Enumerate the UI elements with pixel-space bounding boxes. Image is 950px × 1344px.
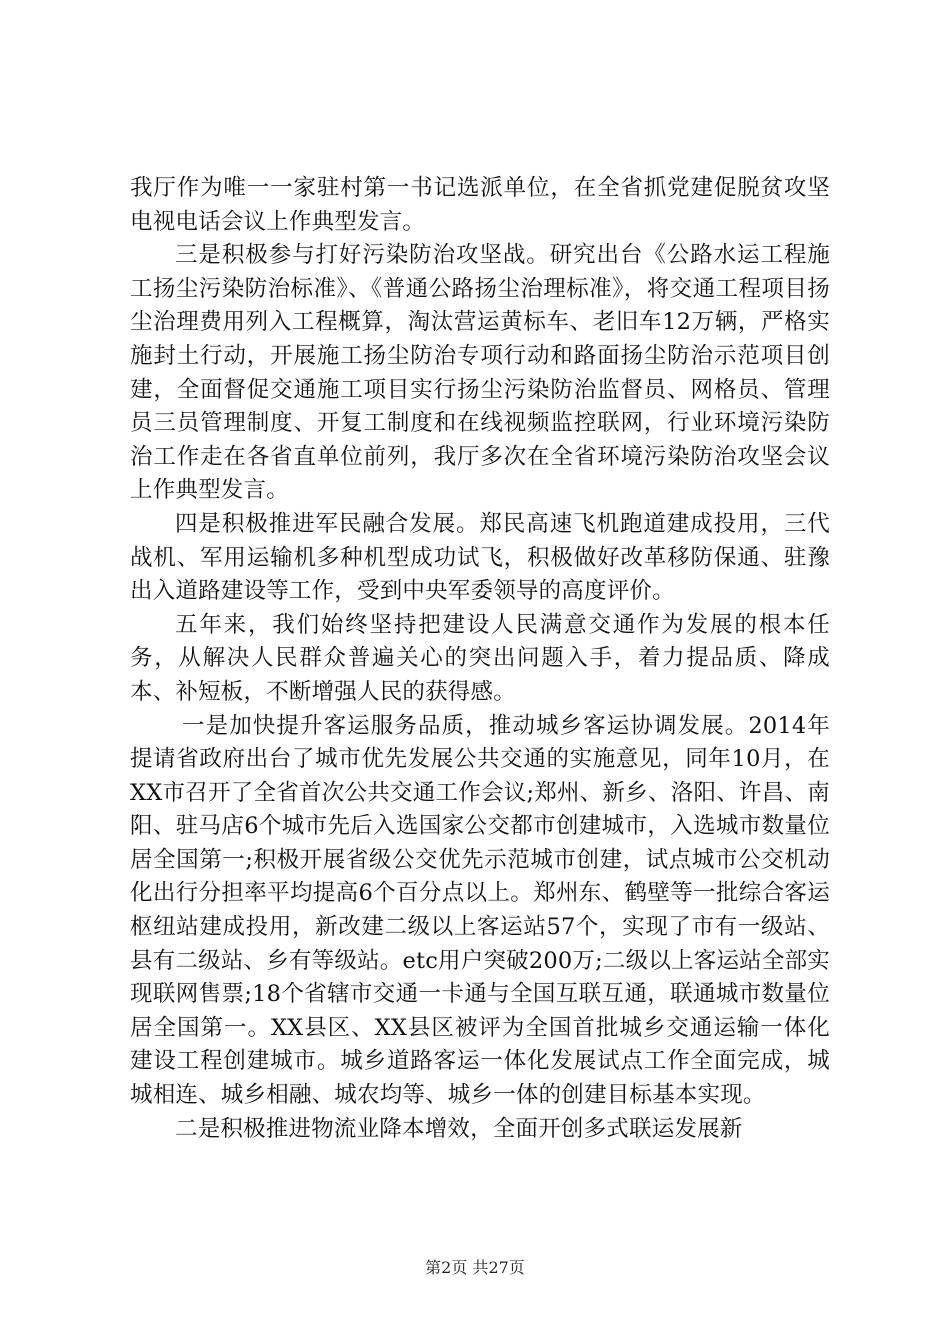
- paragraph-military-civil-integration: 四是积极推进军民融合发展。郑民高速飞机跑道建成投用，三代战机、军用运输机多种机型成功试飞，积极做好改革移防保通、驻豫出入道路建设等工作，受到中央军委领导的高度评价。: [130, 510, 830, 605]
- paragraph-intro-continuation: 我厅作为唯一一家驻村第一书记选派单位，在全省抓党建促脱贫攻坚电视电话会议上作典型发言。: [130, 175, 830, 235]
- paragraph-passenger-transport: 一是加快提升客运服务品质，推动城乡客运协调发展。2014年提请省政府出台了城市优先发展公共交通的实施意见，同年10月，在XX市召开了全省首次公共交通工作会议;郑州、新乡、洛阳、许昌、南阳、驻马店6个城市先后入选国家公交都市创建城市，入选城市数量位居全国第一;积极开展省级公交优先示范城市创建，试点城市公交机动化出行分担率平均提高6个百分点以上。郑州东、鹤壁等一批综合客运枢纽站建成投用，新改建二级以上客运站57个，实现了市有一级站、县有二级站、乡有等级站。etc用户突破200万;二级以上客运站全部实现联网售票;18个省辖市交通一卡通与全国互联互通，联通城市数量位居全国第一。XX县区、XX县区被评为全国首批城乡交通运输一体化建设工程创建城市。城乡道路客运一体化发展试点工作全面完成，城城相连、城乡相融、城农均等、城乡一体的创建目标基本实现。: [130, 712, 830, 1109]
- paragraph-pollution-control: 三是积极参与打好污染防治攻坚战。研究出台《公路水运工程施工扬尘污染防治标准》、《普通公路扬尘治理标准》，将交通工程项目扬尘治理费用列入工程概算，淘汰营运黄标车、老旧车12万辆，严格实施封土行动，开展施工扬尘防治专项行动和路面扬尘防治示范项目创建，全面督促交通施工项目实行扬尘污染防治监督员、网格员、管理员三员管理制度、开复工制度和在线视频监控联网，行业环境污染防治工作走在各省直单位前列，我厅多次在全省环境污染防治攻坚会议上作典型发言。: [130, 242, 830, 504]
- document-body: [130, 172, 830, 1146]
- paragraph-five-years: 五年来，我们始终坚持把建设人民满意交通作为发展的根本任务，从解决人民群众普遍关心的突出问题入手，着力提品质、降成本、补短板，不断增强人民的获得感。: [130, 611, 830, 705]
- paragraph-logistics: 二是积极推进物流业降本增效，全面开创多式联运发展新: [175, 1115, 743, 1142]
- page-footer: 第2页 共27页: [425, 1258, 525, 1277]
